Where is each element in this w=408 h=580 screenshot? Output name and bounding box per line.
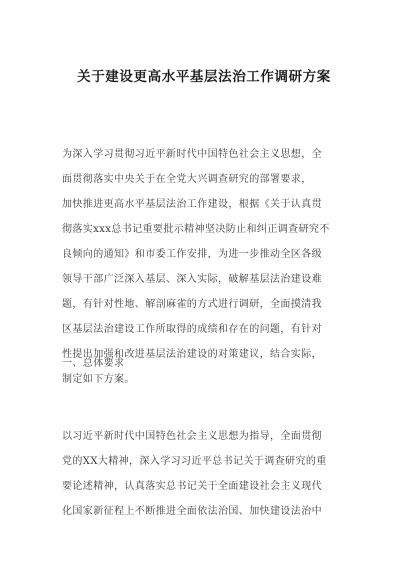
section-heading: 一、总体要求 <box>62 358 125 369</box>
paragraph-line: 面贯彻落实中央关于在全党大兴调查研究的部署要求， <box>62 174 312 185</box>
general-requirements-paragraph <box>62 424 352 524</box>
paragraph-line: 加快推进更高水平基层法治工作建设，根据《关于认真贯 <box>62 199 322 210</box>
paragraph-line: 以习近平新时代中国特色社会主义思想为指导，全面贯彻 <box>62 431 322 442</box>
paragraph-line: 为深入学习贯彻习近平新时代中国特色社会主义思想，全 <box>62 149 322 160</box>
paragraph-line: 题，有针对性地、解剖麻雀的方式进行调研，全面摸清我 <box>62 299 322 310</box>
paragraph-line: 化国家新征程上不断推进全面依法治国、加快建设法治中 <box>62 506 322 517</box>
paragraph-line: 区基层法治建设工作所取得的成绩和存在的问题，有针对 <box>62 324 322 335</box>
document-title: 关于建设更高水平基层法治工作调研方案 <box>77 69 331 85</box>
paragraph-line: 领导干部广泛深入基层、深入实际，破解基层法治建设难 <box>62 274 322 285</box>
paragraph-line: 性提出加强和改进基层法治建设的对策建议，结合实际， <box>62 349 322 360</box>
intro-paragraph <box>62 142 352 392</box>
paragraph-line: 制定如下方案。 <box>62 374 135 385</box>
paragraph-line: 彻落实xxx总书记重要批示精神坚决防止和纠正调查研究不 <box>62 224 330 235</box>
paragraph-line: 良倾向的通知》和市委工作安排，为进一步推动全区各级 <box>62 249 322 260</box>
paragraph-line: 要论述精神，认真落实总书记关于全面建设社会主义现代 <box>62 481 322 492</box>
paragraph-line: 党的XX大精神，深入学习习近平总书记关于调查研究的重 <box>62 456 327 467</box>
